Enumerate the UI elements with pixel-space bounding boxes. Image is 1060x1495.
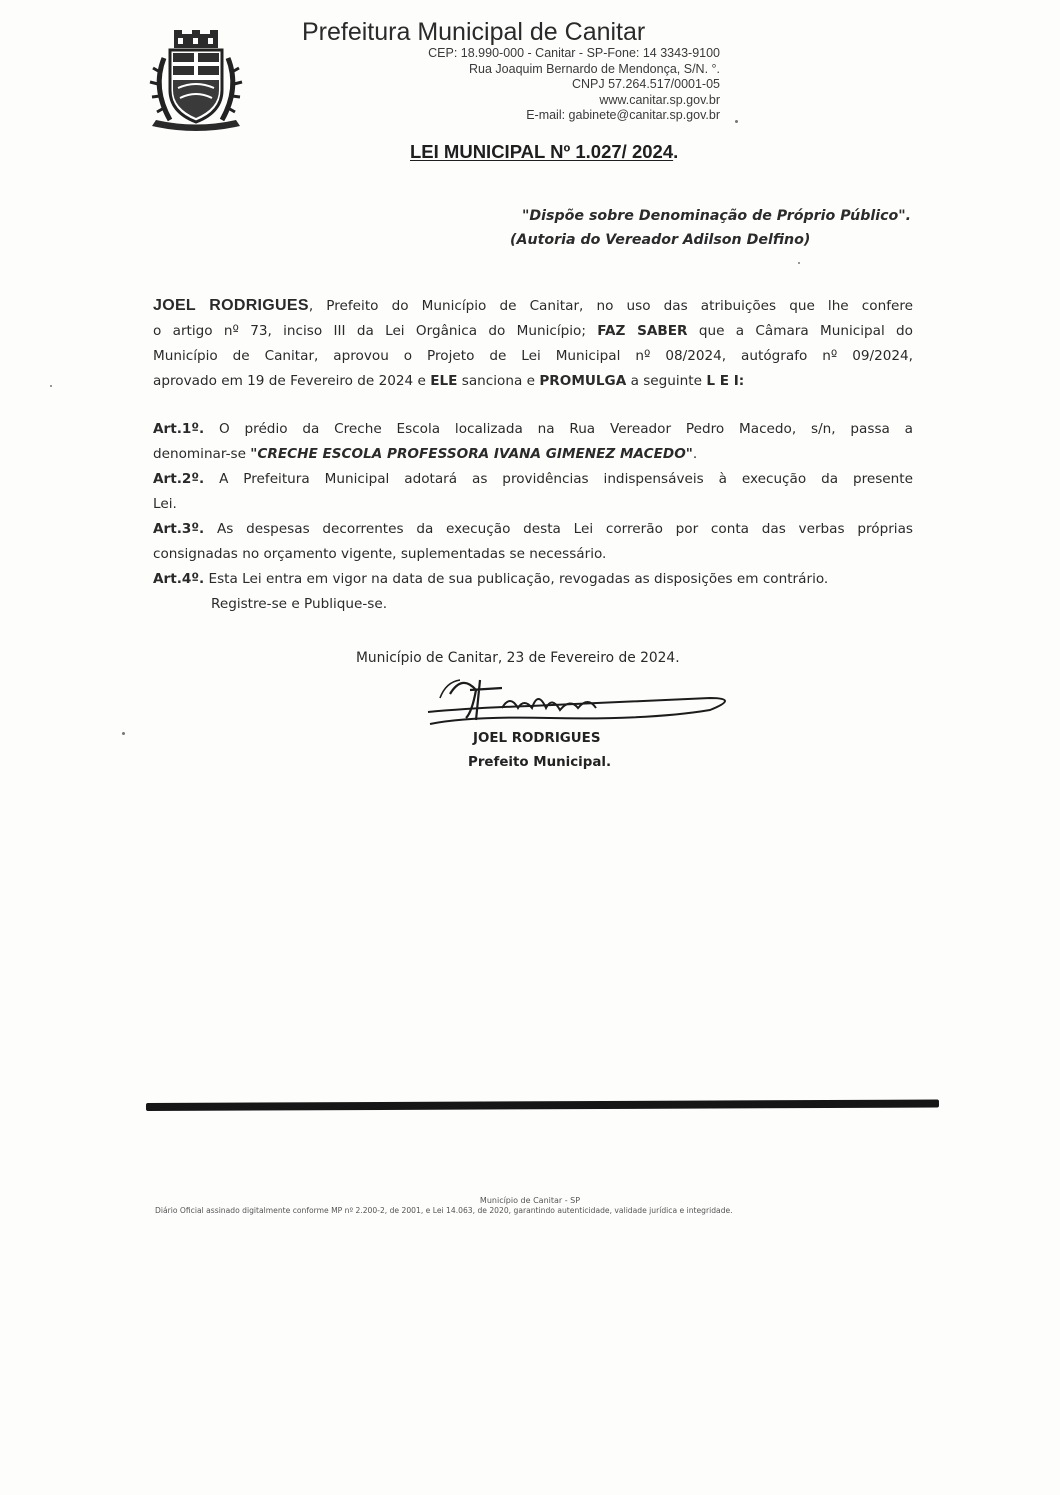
article-3-label: Art.3º. [153,521,205,537]
organization-title: Prefeitura Municipal de Canitar [302,18,646,46]
law-title-period: . [673,141,679,162]
article-3-line-2: consignadas no orçamento vigente, suplementadas se necessário. [153,546,607,562]
footer-municipality: Município de Canitar - SP [479,1196,581,1205]
email-line: E-mail: gabinete@canitar.sp.gov.br [526,108,720,123]
creche-name: "CRECHE ESCOLA PROFESSORA IVANA GIMENEZ MACEDO" [250,446,693,462]
article-3-line-1: Art.3º. As despesas decorrentes da execução desta Lei correrão por conta das verbas próprias [153,521,913,537]
preamble-line-3: Município de Canitar, aprovou o Projeto de Lei Municipal nº 08/2024, autógrafo nº 09/2024, [153,348,913,364]
place-and-date: Município de Canitar, 23 de Fevereiro de 2024. [356,650,680,666]
law-number: LEI MUNICIPAL Nº 1.027/ 2024 [410,141,674,162]
preamble-line-4: aprovado em 19 de Fevereiro de 2024 e ELE sanciona e PROMULGA a seguinte L E I: [153,373,745,389]
scan-speck [50,385,52,387]
closing-formula: Registre-se e Publique-se. [211,596,388,612]
law-title [410,141,678,163]
article-2-line-2: Lei. [153,496,177,512]
signatory-role: Prefeito Municipal. [468,755,612,770]
article-4-line-1: Art.4º. Esta Lei entra em vigor na data de sua publicação, revogadas as disposições em contrário. [153,571,829,587]
address-line: Rua Joaquim Bernardo de Mendonça, S/N. °. [469,61,720,76]
footer-legal-note: Diário Oficial assinado digitalmente conforme MP nº 2.200-2, de 2001, e Lei 14.063, de 2020, garantindo autenticidade, validade jurídica e integridade. [155,1206,733,1215]
website-line: www.canitar.sp.gov.br [599,92,720,107]
article-2-label: Art.2º. [153,471,205,487]
scan-speck [735,120,738,123]
preamble [153,293,913,394]
summary-authorship: (Autoria do Vereador Adilson Delfino) [510,232,811,248]
scan-speck [122,732,125,735]
article-1-line-2: denominar-se "CRECHE ESCOLA PROFESSORA IVANA GIMENEZ MACEDO". [153,446,698,462]
signatory [468,727,611,775]
article-1-line-1: Art.1º. O prédio da Creche Escola localizada na Rua Vereador Pedro Macedo, s/n, passa a [153,421,914,437]
articles [153,417,913,617]
postal-phone-line: CEP: 18.990-000 - Canitar - SP-Fone: 14 3343-9100 [428,46,720,60]
preamble-line-1: JOEL RODRIGUES, Prefeito do Município de Canitar, no uso das atribuições que lhe confere [153,297,913,314]
law-summary [510,204,911,252]
coat-of-arms-icon [148,28,244,136]
article-2-line-1: Art.2º. A Prefeitura Municipal adotará as providências indispensáveis à execução da presente [153,471,913,487]
scan-speck [798,262,800,264]
preamble-line-2: o artigo nº 73, inciso III da Lei Orgânica do Município; FAZ SABER que a Câmara Municipal do [153,323,913,339]
article-1-label: Art.1º. [153,421,205,437]
summary-subject: "Dispõe sobre Denominação de Próprio Público". [522,208,912,224]
contact-block [300,46,720,124]
signatory-name: JOEL RODRIGUES [473,731,601,746]
article-4-label: Art.4º. [153,571,205,587]
mayor-name: JOEL RODRIGUES [153,297,309,314]
footer-divider [146,1100,939,1111]
cnpj-line: CNPJ 57.264.517/0001-05 [571,77,720,92]
